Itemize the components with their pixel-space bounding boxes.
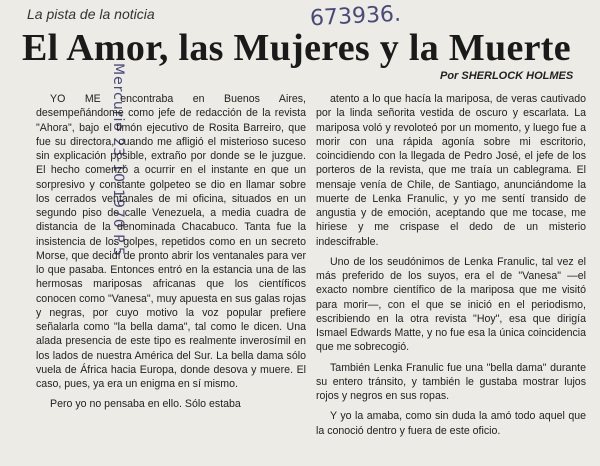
paragraph: Pero yo no pensaba en ello. Sólo estaba xyxy=(50,398,241,411)
paragraph: atento a lo que hacía la mariposa, de veras cautivado por la linda señorita vestida de oscuro y escarlata. La mariposa voló y revoloteó por un momento, y luego fue a morir con una rápida agonía sobre mi escritorio, coincidiendo con la llegada de Pedro José, el jefe de los porteros de la revista, que me traía un cablegrama. El mensaje venía de Chile, de Santiago, anunciándome la muerte de Lenka Franulic, y yo me sentí transido de angustia y de emoción, aceptando que me tocase, me hiriese y me crispase el dedo de un misterio indescifrable. xyxy=(316,93,586,248)
article-column-left xyxy=(36,92,306,418)
handwritten-side-note: Mercurio 23-10-1970 P.5 xyxy=(110,63,126,257)
paragraph: Uno de los seudónimos de Lenka Franulic, tal vez el más preferido de los suyos, era el de "Vanesa" —el exacto nombre científico de la mariposa que me visitó para morir—, con el que se inició en el periodismo, escribiendo en la otra revista "Hoy", esa que dirigía Ismael Edwards Matte, y no fue esa la única coincidencia que me sobrecogió. xyxy=(316,255,586,354)
paragraph: YO ME encontraba en Buenos Aires, desempeñándome como jefe de redacción de la revista "Ahora", bajo el timón ejecutivo de Rosita Barreiro, que fue su directora, cuando me afligió el misterioso suceso sin explicación posible, extraño por donde se le juzgue. El hecho comenzó a ocurrir en el instante en que un sorpresivo y constante golpeteo se dio en llamar sobre los cerrados ventanales de mi oficina, situados en un segundo piso de calle Venezuela, a media cuadra de distancia de la denominada Chacabuco. Tanta fue la insistencia de los golpes, repetidos como en un secreto Morse, que decidí de pronto abrir los ventanales para ver lo que pasaba. Entonces entró en la estancia una de las hermosas mariposas africanas que los científicos conocen como "Vanesa", muy apuesta en sus galas rojas y negras, por cuyo motivo la voz popular prefiere señalarla como "la bella dama", tal como le dicen. Una alada presencia de este tipo es realmente inverosímil en los lados de nuestra América del Sur. La bella dama sólo vuela de África hacia Europa, donde desova y muere. El caso, pues, ya era un enigma en sí mismo. xyxy=(36,93,306,390)
article-column-right xyxy=(316,92,586,444)
paragraph: También Lenka Franulic fue una "bella dama" durante su entero tránsito, y también le gustaba mostrar lujos rojos y negros en sus ropas. xyxy=(316,361,586,402)
article-byline: Por SHERLOCK HOLMES xyxy=(440,70,574,82)
handwritten-archive-number: 673936. xyxy=(309,1,402,32)
paragraph: Y yo la amaba, como sin duda la amó todo aquel que la conoció dentro y fuera de este oficio. xyxy=(316,410,586,437)
article-title: El Amor, las Mujeres y la Muerte xyxy=(22,27,571,69)
section-kicker: La pista de la noticia xyxy=(27,6,155,22)
